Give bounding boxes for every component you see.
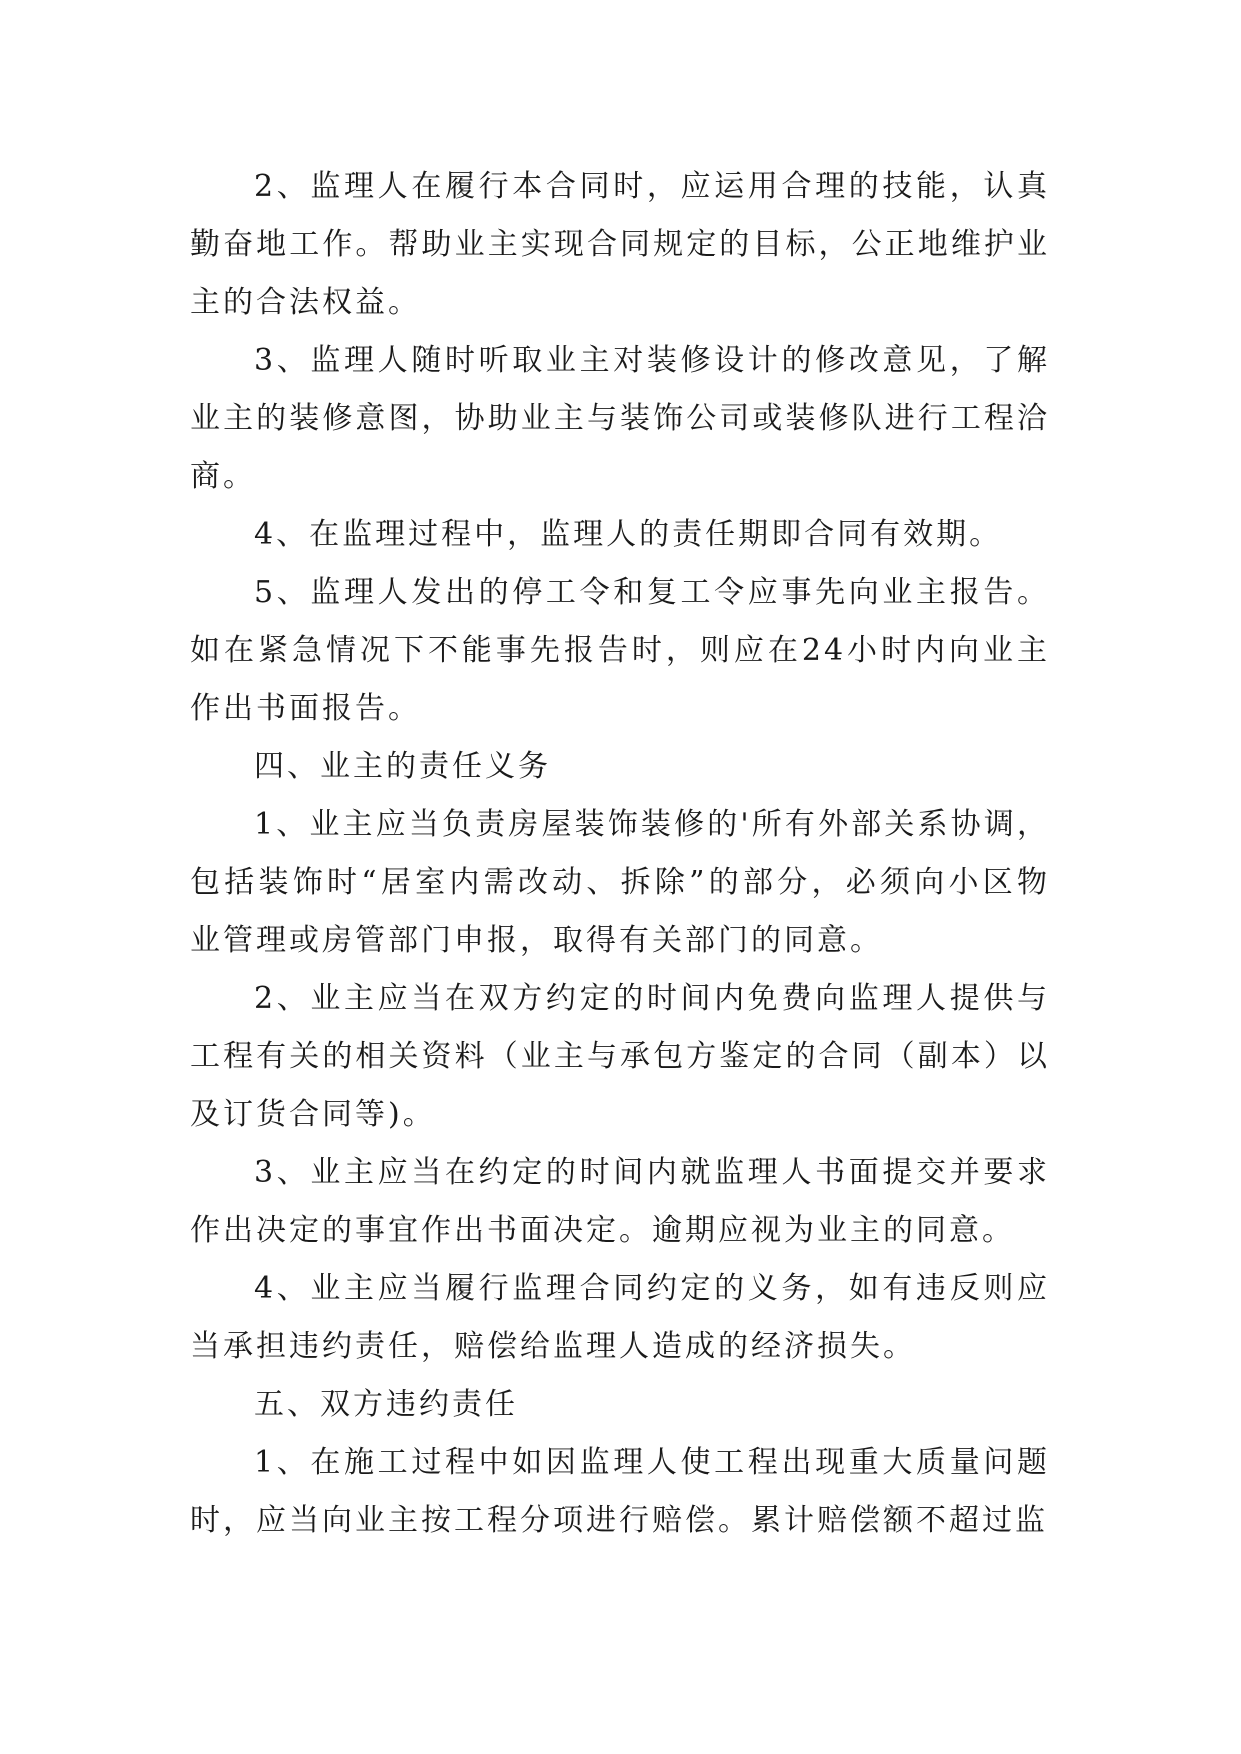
section-heading-breach-liability: 五、双方违约责任	[254, 1387, 518, 1422]
clause-3-2: 2、监理人在履行本合同时，应运用合理的技能，认真勤奋地工作。帮助业主实现合同规定的目标，公正地维护业主的合法权益。	[190, 169, 1050, 320]
clause-3-4: 4、在监理过程中，监理人的责任期即合同有效期。	[254, 517, 1003, 552]
clause-3-3: 3、监理人随时听取业主对装修设计的修改意见，了解业主的装修意图，协助业主与装饰公司或装修队进行工程洽商。	[190, 343, 1050, 494]
section-heading-owner-duties: 四、业主的责任义务	[254, 749, 551, 784]
clause-5-1: 1、在施工过程中如因监理人使工程出现重大质量问题时，应当向业主按工程分项进行赔偿。累计赔偿额不超过监	[190, 1445, 1050, 1538]
document-body	[190, 158, 1050, 1550]
clause-3-5: 5、监理人发出的停工令和复工令应事先向业主报告。如在紧急情况下不能事先报告时，则应在24小时内向业主作出书面报告。	[190, 575, 1050, 726]
clause-4-2: 2、业主应当在双方约定的时间内免费向监理人提供与工程有关的相关资料（业主与承包方鉴定的合同（副本）以及订货合同等)。	[190, 981, 1050, 1132]
clause-4-1: 1、业主应当负责房屋装饰装修的'所有外部关系协调，包括装饰时“居室内需改动、拆除”的部分，必须向小区物业管理或房管部门申报，取得有关部门的同意。	[190, 807, 1050, 958]
clause-4-3: 3、业主应当在约定的时间内就监理人书面提交并要求作出决定的事宜作出书面决定。逾期应视为业主的同意。	[190, 1155, 1050, 1248]
clause-4-4: 4、业主应当履行监理合同约定的义务，如有违反则应当承担违约责任，赔偿给监理人造成的经济损失。	[190, 1271, 1050, 1364]
